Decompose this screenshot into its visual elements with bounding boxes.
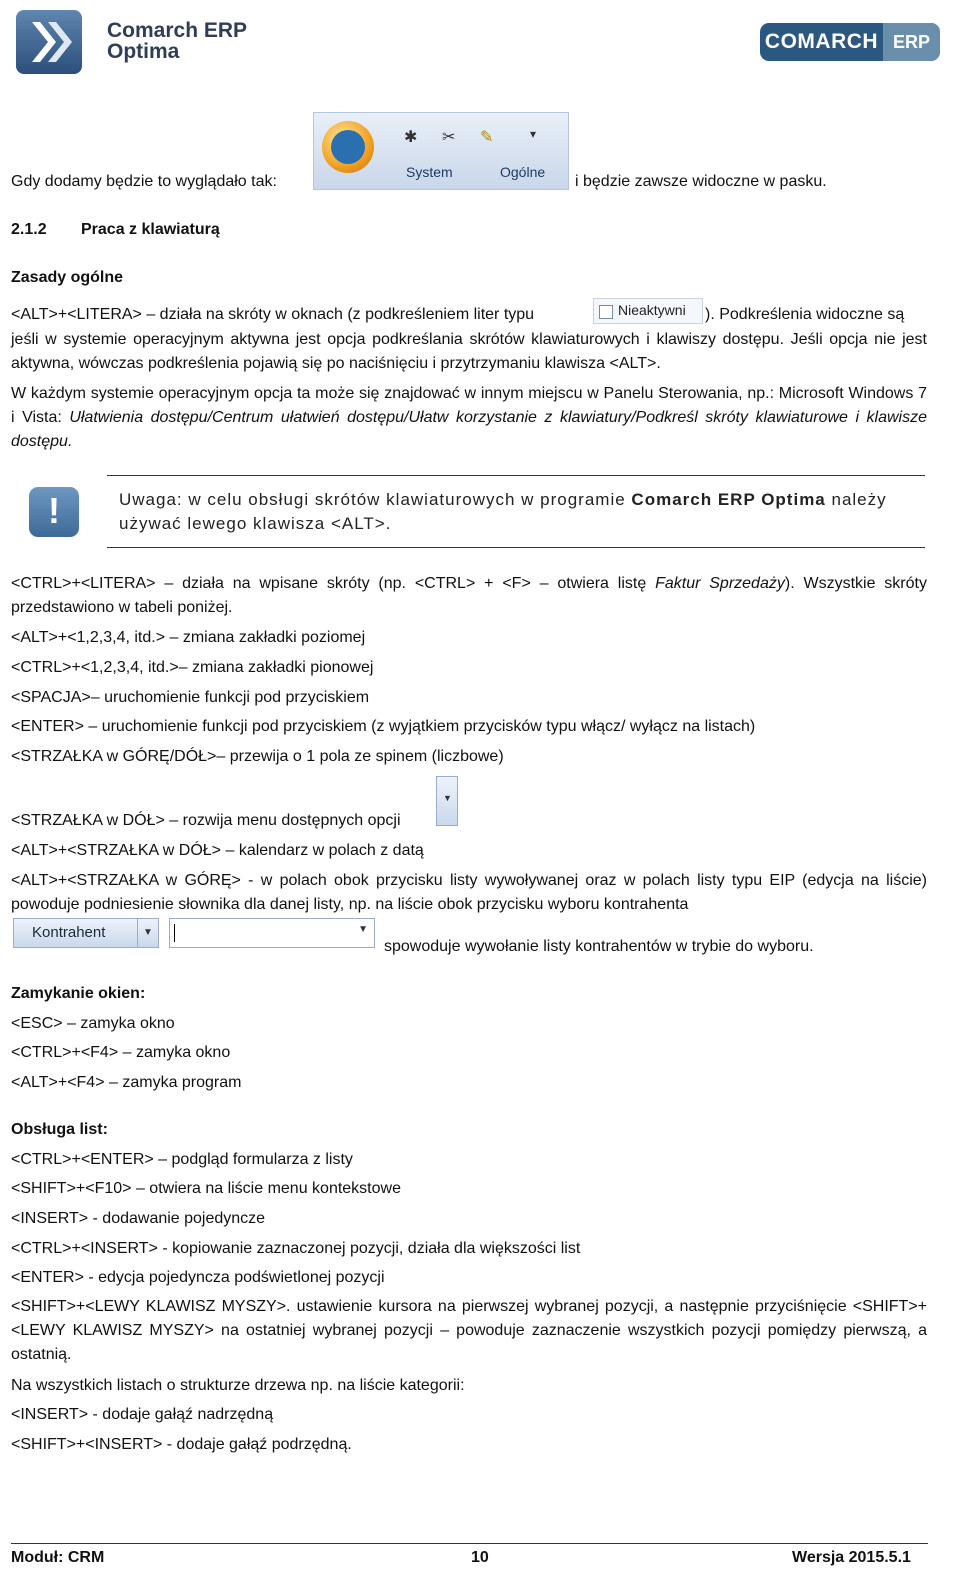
warning-before: Uwaga: w celu obsługi skrótów klawiaturowych w programie xyxy=(119,490,626,509)
subsection-title: Zasady ogólne xyxy=(11,269,124,286)
lists-line: <CTRL>+<ENTER> – podgląd formularza z listy xyxy=(11,1151,353,1168)
product-name xyxy=(107,20,247,62)
toolbar-sentence-after: i będzie zawsze widoczne w pasku. xyxy=(575,173,827,190)
lists-heading: Obsługa list: xyxy=(11,1121,108,1138)
shortcut-line: <CTRL>+<1,2,3,4, itd.>– zmiana zakładki pionowej xyxy=(11,659,374,676)
comarch-erp-logo xyxy=(760,23,940,61)
shortcut-line: <ALT>+<1,2,3,4, itd.> – zmiana zakładki poziomej xyxy=(11,629,366,646)
para2 xyxy=(11,382,927,454)
product-name-line2: Optima xyxy=(107,40,180,63)
section-title: Praca z klawiaturą xyxy=(81,221,220,238)
shortcut-line: <STRZAŁKA w GÓRĘ/DÓŁ>– przewija o 1 pola ze spinem (liczbowe) xyxy=(11,748,504,765)
closing-line: <ALT>+<F4> – zamyka program xyxy=(11,1074,242,1091)
lists-line: <ENTER> - edycja pojedyncza podświetlonej pozycji xyxy=(11,1269,385,1286)
kontrahent-button[interactable] xyxy=(13,918,159,948)
arrow-down-line: <STRZAŁKA w DÓŁ> – rozwija menu dostępnych opcji xyxy=(11,812,401,829)
checkbox-example xyxy=(593,298,703,324)
ctrl-litera-italic: Faktur Sprzedaży xyxy=(655,575,785,592)
warning-top-rule xyxy=(107,475,925,476)
shortcut-line: <ENTER> – uruchomienie funkcji pod przyciskiem (z wyjątkiem przycisków typu włącz/ wyłącz na listach) xyxy=(11,718,756,735)
footer-module: Moduł: CRM xyxy=(11,1549,105,1566)
closing-line: <ESC> – zamyka okno xyxy=(11,1015,175,1032)
toolbar-label-system: System xyxy=(406,164,453,180)
comarch-logo-text: COMARCH xyxy=(764,30,879,53)
shift-click-para: <SHIFT>+<LEWY KLAWISZ MYSZY>. ustawienie kursora na pierwszej wybranej pozycji, a następnie przyciśnięcie <SHIFT>+<LEWY KLAWISZ MYSZY> na ostatniej wybranej pozycji – powoduje zaznaczenie wszystkich pozycji pomiędzy pierwszą, a ostatnią. xyxy=(11,1298,927,1363)
text-caret xyxy=(174,924,175,942)
tools-icon: ✂ xyxy=(442,129,456,146)
ctrl-litera-para xyxy=(11,572,927,620)
warning-after: należy używać lewego klawisza <ALT>. xyxy=(119,490,887,533)
alt-arrow-down-line: <ALT>+<STRZAŁKA w DÓŁ> – kalendarz w polach z datą xyxy=(11,842,424,859)
lists-line: <INSERT> - dodawanie pojedyncze xyxy=(11,1210,266,1227)
closing-line: <CTRL>+<F4> – zamyka okno xyxy=(11,1044,231,1061)
footer-rule xyxy=(11,1543,928,1544)
kontrahent-after: spowoduje wywołanie listy kontrahentów w trybie do wyboru. xyxy=(384,938,814,955)
para1-rest: jeśli w systemie operacyjnym aktywna jest opcja podkreślania skrótów klawiaturowych i klawiszy dostępu. Jeśli opcja nie jest aktywna, wówczas podkreślenia pojawią się po naciśnięciu i przytrzymaniu klawisza <ALT>. xyxy=(11,331,927,372)
closing-heading: Zamykanie okien: xyxy=(11,985,146,1002)
toolbar-sentence-before: Gdy dodamy będzie to wyglądało tak: xyxy=(11,173,277,190)
para1-line1-after: ). Podkreślenia widoczne są xyxy=(705,306,905,323)
lists-line: <SHIFT>+<F10> – otwiera na liście menu kontekstowe xyxy=(11,1180,401,1197)
chevron-down-icon[interactable]: ▼ xyxy=(358,924,368,935)
product-name-line1: Comarch ERP xyxy=(107,19,248,42)
para2-italic: Ułatwienia dostępu/Centrum ułatwień dostępu/Ułatw korzystanie z klawiatury/Podkreśl skróty klawiaturowe i klawisze dostępu. xyxy=(11,409,927,450)
tree-line: <INSERT> - dodaje gałąź nadrzędną xyxy=(11,1406,274,1423)
chevron-down-icon[interactable]: ▼ xyxy=(137,919,158,947)
footer-version: Wersja 2015.5.1 xyxy=(792,1549,911,1566)
system-icon: ✱ xyxy=(404,129,418,146)
warning-icon: ! xyxy=(29,487,79,537)
comarch-optima-logo xyxy=(14,8,84,76)
checkbox-label: Nieaktywni xyxy=(618,302,686,318)
para2-text: W każdym systemie operacyjnym opcja ta może się znajdować w innym miejscu w Panelu Sterowania, np.: Microsoft Windows 7 i Vista: xyxy=(11,385,927,426)
chevron-down-icon: ▼ xyxy=(443,793,452,803)
checkbox-icon xyxy=(599,305,613,319)
toolbar-label-ogolne: Ogólne xyxy=(500,164,546,180)
warning-text xyxy=(119,488,919,536)
ctrl-litera-after: ). Wszystkie skróty przedstawiono w tabeli poniżej. xyxy=(11,575,927,616)
expand-icon: ▾ xyxy=(530,127,537,141)
kontrahent-label: Kontrahent xyxy=(32,924,106,941)
warning-bottom-rule xyxy=(107,547,925,548)
tree-line: <SHIFT>+<INSERT> - dodaje gałąź podrzędną. xyxy=(11,1436,352,1453)
shortcut-line: <SPACJA>– uruchomienie funkcji pod przyciskiem xyxy=(11,689,370,706)
warning-bold: Comarch ERP Optima xyxy=(631,490,826,509)
erp-logo-text: ERP xyxy=(883,23,940,61)
lists-line: <CTRL>+<INSERT> - kopiowanie zaznaczonej pozycji, działa dla większości list xyxy=(11,1240,581,1257)
ctrl-litera-before: <CTRL>+<LITERA> – działa na wpisane skróty (np. <CTRL> + <F> – otwiera listę xyxy=(11,575,647,592)
general-icon: ✎ xyxy=(480,129,494,146)
tree-intro: Na wszystkich listach o strukturze drzewa np. na liście kategorii: xyxy=(11,1377,465,1394)
footer-page-number: 10 xyxy=(471,1549,489,1566)
section-number: 2.1.2 xyxy=(11,221,47,238)
app-orb-icon xyxy=(322,121,374,173)
alt-arrow-up-para: <ALT>+<STRZAŁKA w GÓRĘ> - w polach obok przycisku listy wywoływanej oraz w polach listy typu EIP (edycja na liście) powoduje podniesienie słownika dla danej listy, np. na liście obok przycisku wyboru kontrahenta xyxy=(11,872,927,913)
para1-line1-before: <ALT>+<LITERA> – działa na skróty w oknach (z podkreśleniem liter typu xyxy=(11,306,535,323)
toolbar-screenshot xyxy=(313,112,569,190)
kontrahent-input[interactable] xyxy=(169,918,375,948)
dropdown-button-example xyxy=(436,776,458,826)
